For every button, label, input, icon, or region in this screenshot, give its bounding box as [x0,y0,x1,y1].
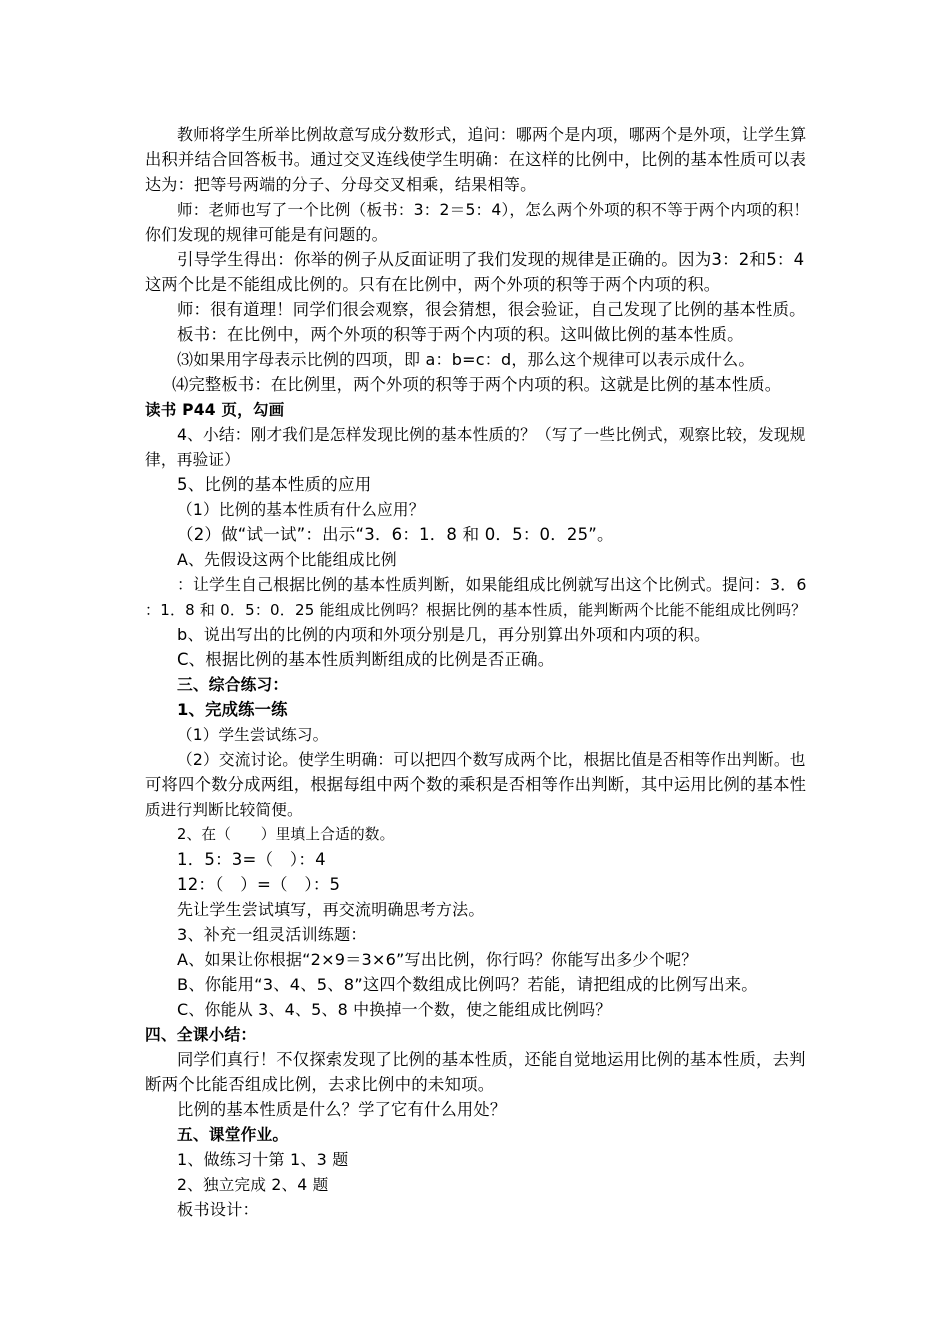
text-line: ⑷完整板书：在比例里，两个外项的积等于两个内项的积。这就是比例的基本性质。 [172,375,782,394]
text-line: ⑶如果用字母表示比例的四项，即 a：b=c：d，那么这个规律可以表示成什么。 [177,350,755,369]
text-line: 可将四个数分成两组，根据每组中两个数的乘积是否相等作出判断，其中运用比例的基本性 [145,775,807,794]
section-heading: 1、完成练一练 [177,700,288,719]
text-line: 师：很有道理！同学们很会观察，很会猜想，很会验证，自己发现了比例的基本性质。 [177,300,806,319]
text-line: 2、独立完成 2、4 题 [177,1176,329,1194]
text-line: 3、补充一组灵活训练题： [177,925,367,944]
text-line: 先让学生尝试填写，再交流明确思考方法。 [177,900,485,919]
section-heading: 三、综合练习： [177,675,289,694]
text-line: A、先假设这两个比能组成比例 [177,550,397,569]
text-line: （1）学生尝试练习。 [177,726,329,744]
text-line: 师：老师也写了一个比例（板书：3：2＝5：4），怎么两个外项的积不等于两个内项的积！ [177,201,810,219]
text-line: 4、小结：刚才我们是怎样发现比例的基本性质的？（写了一些比例式，观察比较，发现规 [177,425,806,444]
section-heading: 四、全课小结： [145,1025,257,1044]
section-heading: 读书 P44 页，勾画 [145,401,285,419]
text-line: 2、在（ ）里填上合适的数。 [177,826,395,843]
text-line: 达为：把等号两端的分子、分母交叉相乘，结果相等。 [145,175,537,194]
text-line: 12：（ ）=（ ）：5 [177,875,341,894]
text-line: 你们发现的规律可能是有问题的。 [145,225,388,244]
text-line: B、你能用“3、4、5、8”这四个数组成比例吗？若能，请把组成的比例写出来。 [177,975,758,994]
text-line: ：让学生自己根据比例的基本性质判断，如果能组成比例就写出这个比例式。提问：3．6 [177,575,807,594]
text-line: A、如果让你根据“2×9＝3×6”写出比例，你行吗？你能写出多少个呢？ [177,950,698,969]
text-line: 出积并结合回答板书。通过交叉连线使学生明确：在这样的比例中，比例的基本性质可以表 [145,150,807,169]
text-line: （2）交流讨论。使学生明确：可以把四个数写成两个比，根据比值是否相等作出判断。也 [177,750,806,769]
text-line: 质进行判断比较简便。 [145,801,303,819]
text-line: ：1．8 和 0．5：0．25 能组成比例吗？根据比例的基本性质，能判断两个比能不能组成比例吗？ [145,601,807,619]
text-line: b、说出写出的比例的内项和外项分别是几，再分别算出外项和内项的积。 [177,625,711,644]
section-heading: 五、课堂作业。 [177,1125,289,1144]
text-line: 板书：在比例中，两个外项的积等于两个内项的积。这叫做比例的基本性质。 [177,325,744,344]
text-line: 引导学生得出：你举的例子从反面证明了我们发现的规律是正确的。因为3：2和5：4 [177,250,805,269]
text-line: 律，再验证） [145,450,241,469]
text-line: 5、比例的基本性质的应用 [177,475,372,494]
text-line: 1．5：3=（ ）：4 [177,850,326,869]
text-line: C、你能从 3、4、5、8 中换掉一个数，使之能组成比例吗？ [177,1000,612,1019]
text-line: 比例的基本性质是什么？学了它有什么用处？ [177,1100,507,1119]
text-line: 板书设计： [177,1200,259,1219]
text-line: 这两个比是不能组成比例的。只有在比例中，两个外项的积等于两个内项的积。 [145,275,721,294]
text-line: 教师将学生所举比例故意写成分数形式，追问：哪两个是内项，哪两个是外项，让学生算 [177,125,807,144]
text-line: （1）比例的基本性质有什么应用？ [177,500,425,519]
text-line: 1、做练习十第 1、3 题 [177,1150,349,1169]
text-line: 同学们真行！不仅探索发现了比例的基本性质，还能自觉地运用比例的基本性质，去判 [177,1050,806,1069]
text-line: C、根据比例的基本性质判断组成的比例是否正确。 [177,650,555,669]
text-line: 断两个比能否组成比例，去求比例中的未知项。 [145,1075,495,1094]
text-line: （2）做“试一试”：出示“3．6：1．8 和 0．5：0．25”。 [177,525,614,544]
